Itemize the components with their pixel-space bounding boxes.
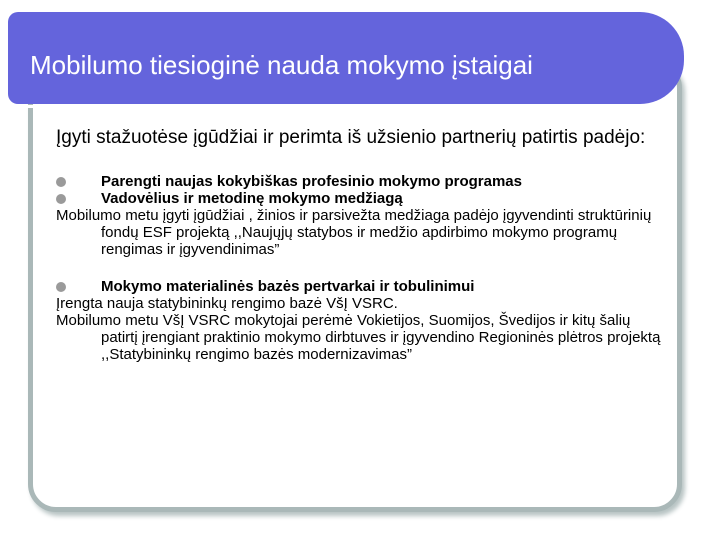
paragraph: Mobilumo metu VšĮ VSRC mokytojai perėmė Vokietijos, Suomijos, Švedijos ir kitų šalių patirtį įrengiant praktinio mokymo dirbtuves ir įgyvendino Regioninės plėtros projektą ,,Statybininkų rengimo bazės modernizavimas”	[56, 312, 661, 363]
bullet-item	[56, 278, 666, 295]
title-underline	[16, 105, 646, 108]
slide-title: Mobilumo tiesioginė nauda mokymo įstaigai	[30, 50, 533, 80]
bullet-text: Parengti naujas kokybiškas profesinio mokymo programas	[101, 173, 522, 190]
bullet-dot-icon	[56, 194, 66, 204]
paragraph: Įrengta nauja statybininkų rengimo bazė VšĮ VSRC.	[56, 295, 398, 312]
bullet-text: Mokymo materialinės bazės pertvarkai ir tobulinimui	[101, 278, 475, 295]
bullet-dot-icon	[56, 177, 66, 187]
bullet-item	[56, 190, 666, 207]
slide-heading: Įgyti stažuotėse įgūdžiai ir perimta iš užsienio partnerių patirtis padėjo:	[56, 127, 646, 148]
paragraph: Mobilumo metu įgyti įgūdžiai , žinios ir parsivežta medžiaga padėjo įgyvendinti struktūrinių fondų ESF projektą ,,Naujųjų statybos ir medžio apdirbimo mokymo programų rengimas ir įgyvendinimas”	[56, 207, 652, 258]
slide-content	[56, 126, 666, 363]
title-bar	[8, 12, 684, 104]
bullet-dot-icon	[56, 282, 66, 292]
bullet-text: Vadovėlius ir metodinę mokymo medžiagą	[101, 190, 403, 207]
bullet-item	[56, 173, 666, 190]
